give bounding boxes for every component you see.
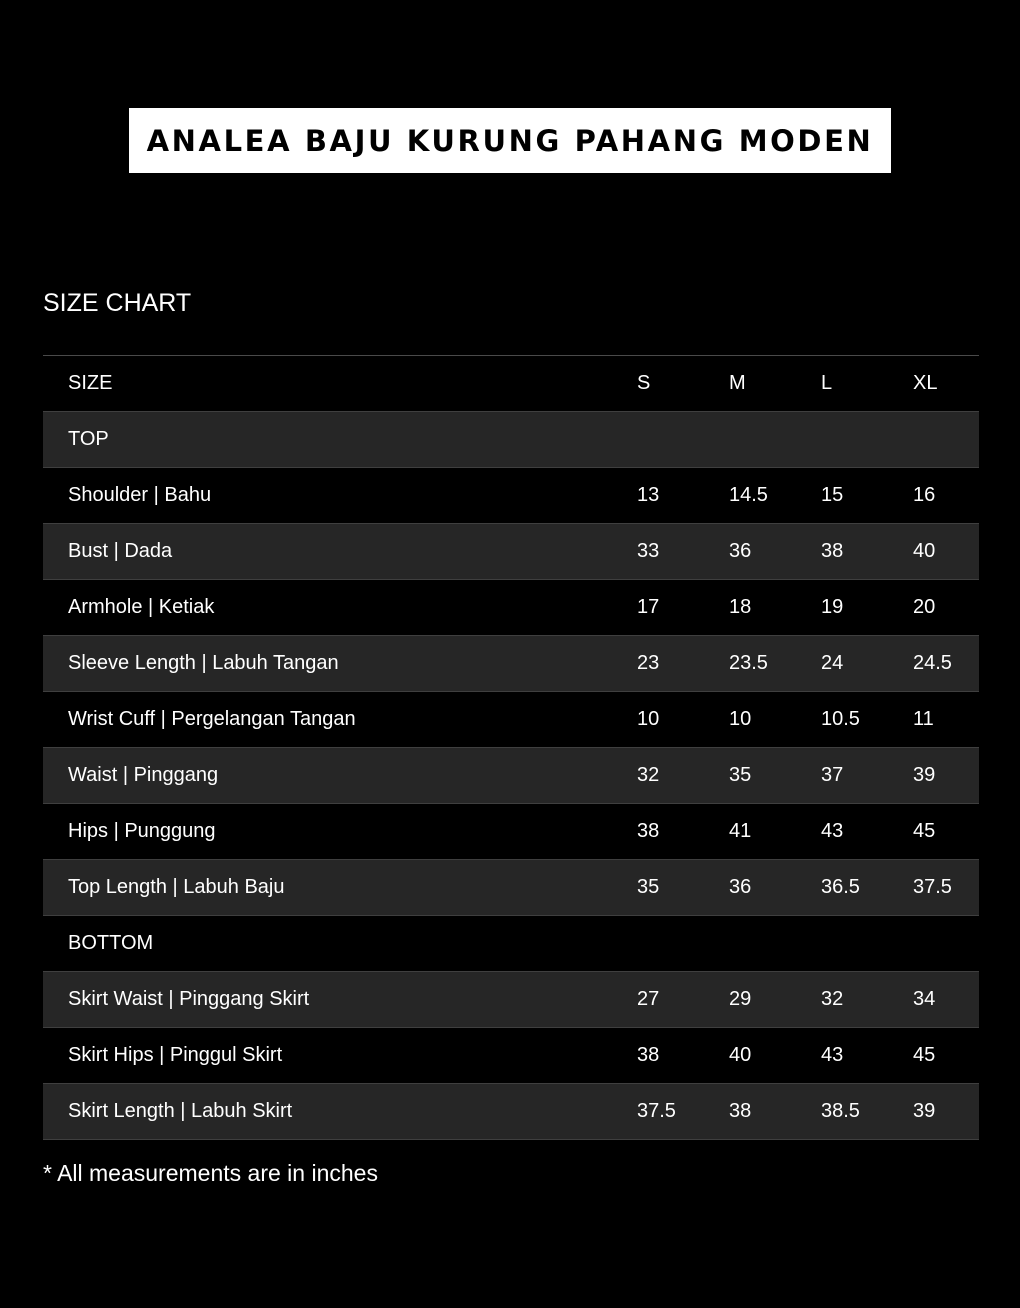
row-label: Skirt Length | Labuh Skirt <box>68 1100 293 1122</box>
value-s: 37.5 <box>637 1100 676 1122</box>
value-s: 35 <box>637 876 660 898</box>
table-row <box>43 636 979 692</box>
value-s: 13 <box>637 484 660 506</box>
section-title: SIZE CHART <box>43 289 192 317</box>
value-s: 33 <box>637 540 660 562</box>
row-label: Skirt Waist | Pinggang Skirt <box>68 988 310 1010</box>
table-row <box>43 580 979 636</box>
value-m: 18 <box>729 596 752 618</box>
value-l: 37 <box>821 764 844 786</box>
table-row <box>43 748 979 804</box>
footnote: * All measurements are in inches <box>43 1160 378 1186</box>
group-row <box>43 412 979 468</box>
row-label: Bust | Dada <box>68 540 173 562</box>
value-xl: 37.5 <box>913 876 952 898</box>
value-xl: 39 <box>913 1100 936 1122</box>
value-l: 36.5 <box>821 876 860 898</box>
value-m: 38 <box>729 1100 752 1122</box>
value-s: 23 <box>637 652 660 674</box>
value-xl: 34 <box>913 988 936 1010</box>
value-m: 35 <box>729 764 752 786</box>
row-label: Sleeve Length | Labuh Tangan <box>68 652 339 674</box>
row-label: Wrist Cuff | Pergelangan Tangan <box>68 708 356 730</box>
row-label: Skirt Hips | Pinggul Skirt <box>68 1044 283 1066</box>
row-label: Top Length | Labuh Baju <box>68 876 285 898</box>
value-xl: 40 <box>913 540 936 562</box>
value-m: 41 <box>729 820 752 842</box>
value-s: 32 <box>637 764 660 786</box>
value-xl: 24.5 <box>913 652 952 674</box>
table-row <box>43 524 979 580</box>
value-s: 10 <box>637 708 660 730</box>
value-l: 15 <box>821 484 844 506</box>
value-xl: 11 <box>913 708 934 730</box>
group-row <box>43 916 979 972</box>
value-s: 38 <box>637 820 660 842</box>
group-label: BOTTOM <box>68 932 154 954</box>
header-size: SIZE <box>68 372 113 394</box>
value-l: 38.5 <box>821 1100 860 1122</box>
header-xl: XL <box>913 372 938 394</box>
value-l: 38 <box>821 540 844 562</box>
value-l: 43 <box>821 820 844 842</box>
value-s: 27 <box>637 988 660 1010</box>
value-xl: 45 <box>913 820 936 842</box>
table-row <box>43 1028 979 1084</box>
value-m: 29 <box>729 988 752 1010</box>
table-row <box>43 860 979 916</box>
value-m: 14.5 <box>729 484 768 506</box>
header-s: S <box>637 372 651 394</box>
value-l: 32 <box>821 988 844 1010</box>
row-label: Armhole | Ketiak <box>68 596 215 618</box>
header-m: M <box>729 372 746 394</box>
value-m: 36 <box>729 540 752 562</box>
title-banner <box>129 108 891 173</box>
value-l: 24 <box>821 652 844 674</box>
row-label: Waist | Pinggang <box>68 764 219 786</box>
value-xl: 39 <box>913 764 936 786</box>
row-label: Hips | Punggung <box>68 820 216 842</box>
value-xl: 45 <box>913 1044 936 1066</box>
value-xl: 20 <box>913 596 936 618</box>
value-m: 40 <box>729 1044 752 1066</box>
header-l: L <box>821 372 833 394</box>
value-l: 19 <box>821 596 844 618</box>
size-chart-table <box>43 355 979 1140</box>
value-s: 17 <box>637 596 660 618</box>
group-label: TOP <box>68 428 109 450</box>
table-row <box>43 804 979 860</box>
value-l: 43 <box>821 1044 844 1066</box>
value-m: 36 <box>729 876 752 898</box>
table-header-row <box>43 356 979 412</box>
table-row <box>43 1084 979 1140</box>
row-label: Shoulder | Bahu <box>68 484 212 506</box>
table-body <box>43 412 979 1140</box>
value-xl: 16 <box>913 484 936 506</box>
value-s: 38 <box>637 1044 660 1066</box>
page-title: ANALEA BAJU KURUNG PAHANG MODEN <box>146 123 874 158</box>
value-l: 10.5 <box>821 708 860 730</box>
value-m: 10 <box>729 708 752 730</box>
table-row <box>43 972 979 1028</box>
value-m: 23.5 <box>729 652 768 674</box>
table-row <box>43 468 979 524</box>
table-row <box>43 692 979 748</box>
